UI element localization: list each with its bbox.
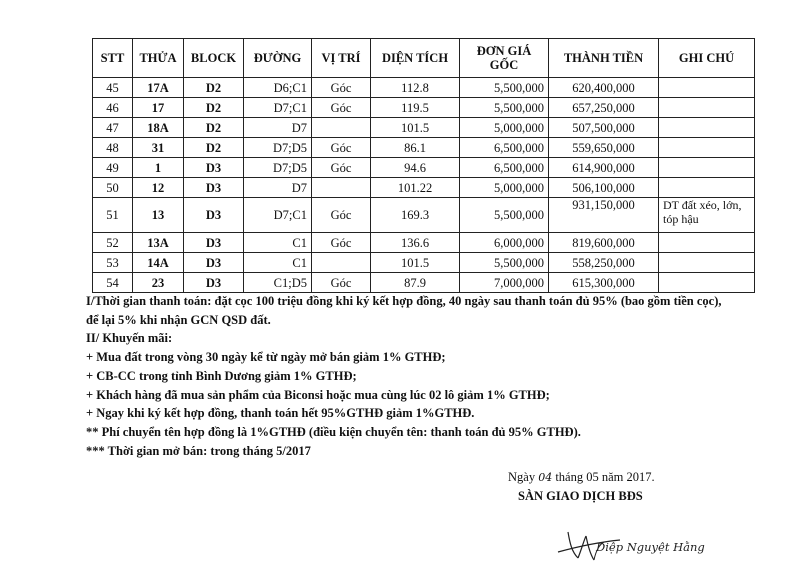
cell-block: D2 xyxy=(184,138,244,158)
cell-block: D3 xyxy=(184,233,244,253)
cell-ghi-chu xyxy=(659,118,755,138)
cell-ghi-chu xyxy=(659,138,755,158)
cell-stt: 54 xyxy=(93,273,133,293)
header-duong: ĐƯỜNG xyxy=(244,39,312,78)
cell-stt: 52 xyxy=(93,233,133,253)
header-vi-tri: VỊ TRÍ xyxy=(312,39,371,78)
cell-dien-tich: 169.3 xyxy=(371,198,460,233)
table-row xyxy=(93,78,755,98)
cell-dien-tich: 101.5 xyxy=(371,118,460,138)
cell-dien-tich: 87.9 xyxy=(371,273,460,293)
cell-block: D2 xyxy=(184,118,244,138)
cell-duong: C1 xyxy=(244,253,312,273)
cell-vi-tri xyxy=(312,178,371,198)
cell-duong: C1 xyxy=(244,233,312,253)
handwritten-day: 04 xyxy=(538,471,553,484)
table-row xyxy=(93,178,755,198)
cell-ghi-chu xyxy=(659,273,755,293)
note-promotion-4: + Ngay khi ký kết hợp đồng, thanh toán hết 95%GTHĐ giảm 1%GTHĐ. xyxy=(86,406,475,421)
cell-vi-tri: Góc xyxy=(312,98,371,118)
cell-stt: 51 xyxy=(93,198,133,233)
cell-stt: 47 xyxy=(93,118,133,138)
cell-don-gia: 5,500,000 xyxy=(460,253,549,273)
cell-thanh-tien: 931,150,000 xyxy=(549,198,659,233)
cell-thanh-tien: 559,650,000 xyxy=(549,138,659,158)
cell-thua: 17 xyxy=(133,98,184,118)
cell-dien-tich: 86.1 xyxy=(371,138,460,158)
table-row xyxy=(93,158,755,178)
note-promotion-3: + Khách hàng đã mua sản phẩm của Biconsi hoặc mua cùng lúc 02 lô giảm 1% GTHĐ; xyxy=(86,387,550,402)
cell-don-gia: 5,500,000 xyxy=(460,198,549,233)
cell-block: D2 xyxy=(184,98,244,118)
cell-duong: D7;D5 xyxy=(244,138,312,158)
cell-thua: 23 xyxy=(133,273,184,293)
cell-thanh-tien: 615,300,000 xyxy=(549,273,659,293)
cell-dien-tich: 136.6 xyxy=(371,233,460,253)
note-payment-line-2: để lại 5% khi nhận GCN QSD đất. xyxy=(86,312,271,327)
cell-duong: D7;C1 xyxy=(244,198,312,233)
cell-vi-tri xyxy=(312,253,371,273)
cell-stt: 49 xyxy=(93,158,133,178)
cell-duong: D7 xyxy=(244,178,312,198)
cell-thua: 13A xyxy=(133,233,184,253)
signature-block xyxy=(508,470,655,504)
cell-vi-tri: Góc xyxy=(312,233,371,253)
table-row xyxy=(93,233,755,253)
cell-don-gia: 5,500,000 xyxy=(460,78,549,98)
header-block: BLOCK xyxy=(184,39,244,78)
cell-don-gia: 7,000,000 xyxy=(460,273,549,293)
cell-block: D2 xyxy=(184,78,244,98)
cell-block: D3 xyxy=(184,158,244,178)
price-table xyxy=(92,38,755,293)
cell-dien-tich: 112.8 xyxy=(371,78,460,98)
cell-thua: 31 xyxy=(133,138,184,158)
cell-block: D3 xyxy=(184,198,244,233)
cell-duong: D7 xyxy=(244,118,312,138)
cell-thua: 13 xyxy=(133,198,184,233)
note-promotion-2: + CB-CC trong tỉnh Bình Dương giảm 1% GTHĐ; xyxy=(86,368,357,383)
cell-stt: 48 xyxy=(93,138,133,158)
cell-vi-tri: Góc xyxy=(312,158,371,178)
cell-don-gia: 5,000,000 xyxy=(460,178,549,198)
cell-block: D3 xyxy=(184,178,244,198)
header-thanh-tien: THÀNH TIỀN xyxy=(549,39,659,78)
cell-thua: 1 xyxy=(133,158,184,178)
signature-date: Ngày 04 tháng 05 năm 2017. xyxy=(508,470,655,484)
note-promotion-1: + Mua đất trong vòng 30 ngày kể từ ngày mở bán giảm 1% GTHĐ; xyxy=(86,350,446,365)
cell-dien-tich: 94.6 xyxy=(371,158,460,178)
cell-ghi-chu xyxy=(659,158,755,178)
cell-vi-tri: Góc xyxy=(312,198,371,233)
cell-block: D3 xyxy=(184,273,244,293)
cell-don-gia: 5,500,000 xyxy=(460,98,549,118)
cell-stt: 45 xyxy=(93,78,133,98)
cell-duong: D7;C1 xyxy=(244,98,312,118)
table-row xyxy=(93,253,755,273)
header-don-gia-goc: ĐƠN GIÁ GỐC xyxy=(460,39,549,78)
table-header-row xyxy=(93,39,755,78)
header-ghi-chu: GHI CHÚ xyxy=(659,39,755,78)
cell-vi-tri: Góc xyxy=(312,138,371,158)
cell-ghi-chu: DT đất xéo, lớn, tóp hậu xyxy=(659,198,755,233)
table-row xyxy=(93,138,755,158)
terms-notes xyxy=(86,292,776,460)
cell-thua: 18A xyxy=(133,118,184,138)
header-dien-tich: DIỆN TÍCH xyxy=(371,39,460,78)
cell-duong: C1;D5 xyxy=(244,273,312,293)
signer-name: Diệp Nguyệt Hằng xyxy=(596,540,705,554)
cell-thanh-tien: 507,500,000 xyxy=(549,118,659,138)
cell-thanh-tien: 620,400,000 xyxy=(549,78,659,98)
cell-vi-tri: Góc xyxy=(312,273,371,293)
cell-thua: 14A xyxy=(133,253,184,273)
cell-thua: 12 xyxy=(133,178,184,198)
cell-stt: 53 xyxy=(93,253,133,273)
cell-don-gia: 5,000,000 xyxy=(460,118,549,138)
cell-stt: 50 xyxy=(93,178,133,198)
table-row xyxy=(93,273,755,293)
table-row xyxy=(93,198,755,233)
header-stt: STT xyxy=(93,39,133,78)
cell-dien-tich: 119.5 xyxy=(371,98,460,118)
cell-ghi-chu xyxy=(659,78,755,98)
note-sale-period: *** Thời gian mở bán: trong tháng 5/2017 xyxy=(86,443,311,458)
cell-don-gia: 6,500,000 xyxy=(460,138,549,158)
cell-dien-tich: 101.22 xyxy=(371,178,460,198)
cell-don-gia: 6,500,000 xyxy=(460,158,549,178)
cell-duong: D6;C1 xyxy=(244,78,312,98)
cell-don-gia: 6,000,000 xyxy=(460,233,549,253)
cell-thanh-tien: 506,100,000 xyxy=(549,178,659,198)
note-transfer-fee: ** Phí chuyển tên hợp đồng là 1%GTHĐ (điều kiện chuyển tên: thanh toán đủ 95% GTHĐ). xyxy=(86,424,581,439)
cell-thanh-tien: 614,900,000 xyxy=(549,158,659,178)
cell-dien-tich: 101.5 xyxy=(371,253,460,273)
cell-thua: 17A xyxy=(133,78,184,98)
header-thua: THỬA xyxy=(133,39,184,78)
cell-vi-tri xyxy=(312,118,371,138)
note-promotion-heading: II/ Khuyến mãi: xyxy=(86,331,173,346)
cell-thanh-tien: 819,600,000 xyxy=(549,233,659,253)
table-row xyxy=(93,118,755,138)
note-payment-line-1: I/Thời gian thanh toán: đặt cọc 100 triệu đồng khi ký kết hợp đồng, 40 ngày sau thanh toán đủ 95% (bao gồm tiền cọc), xyxy=(86,294,722,308)
cell-thanh-tien: 657,250,000 xyxy=(549,98,659,118)
table-row xyxy=(93,98,755,118)
cell-ghi-chu xyxy=(659,253,755,273)
signature-org: SÀN GIAO DỊCH BĐS xyxy=(518,489,643,503)
cell-vi-tri: Góc xyxy=(312,78,371,98)
cell-duong: D7;D5 xyxy=(244,158,312,178)
cell-ghi-chu xyxy=(659,178,755,198)
cell-ghi-chu xyxy=(659,233,755,253)
cell-ghi-chu xyxy=(659,98,755,118)
cell-thanh-tien: 558,250,000 xyxy=(549,253,659,273)
cell-block: D3 xyxy=(184,253,244,273)
cell-stt: 46 xyxy=(93,98,133,118)
